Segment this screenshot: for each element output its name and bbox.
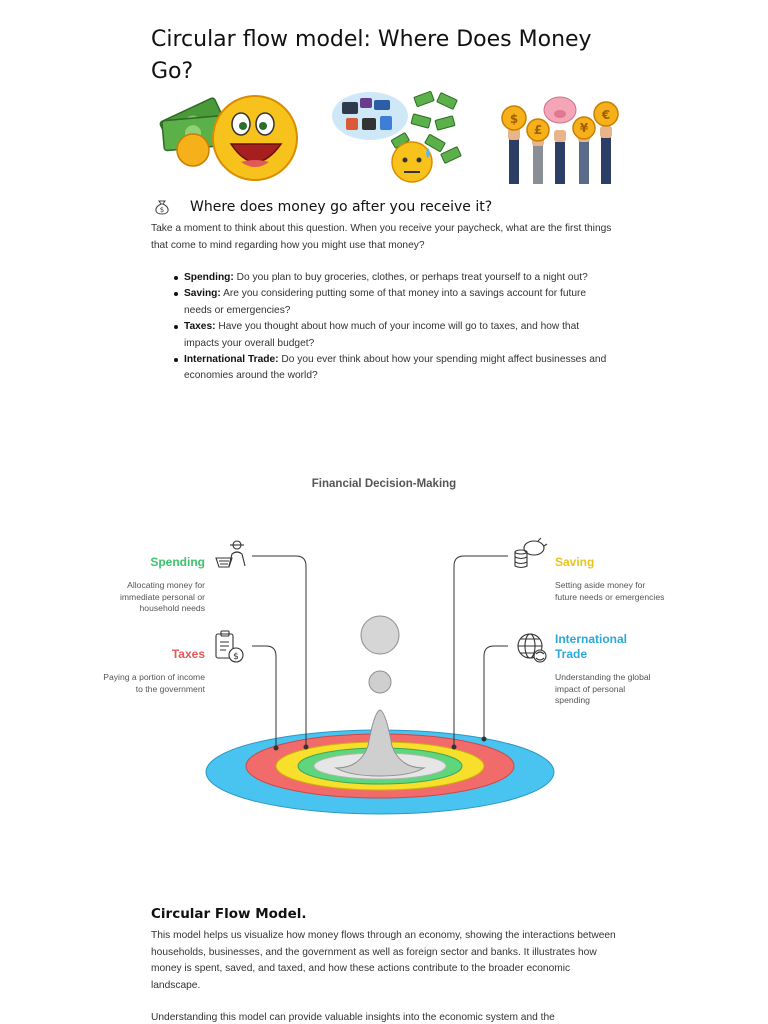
circular-flow-body-continued: Understanding this model can provide valuable insights into the economic system and the	[151, 1012, 555, 1023]
spending-label: Spending	[150, 555, 205, 569]
circular-flow-title: Circular Flow Model.	[151, 906, 307, 922]
svg-text:£: £	[533, 123, 543, 137]
drop-large	[361, 616, 399, 654]
saving-description: Setting aside money for future needs or emergencies	[555, 580, 665, 602]
list-item-text: Do you plan to buy groceries, clothes, or perhaps treat yourself to a night out?	[233, 272, 588, 283]
international-trade-label-line2: Trade	[555, 647, 588, 661]
connector-taxes	[252, 646, 276, 747]
globe-exchange-icon	[518, 634, 546, 662]
taxes-description: Paying a portion of income to the government	[103, 672, 205, 694]
international-trade-label-line1: International	[555, 632, 628, 646]
drop-small	[369, 671, 391, 693]
list-item-term: Spending:	[184, 272, 234, 283]
spending-description: Allocating money for immediate personal or household needs	[119, 580, 205, 613]
connector-trade	[484, 646, 508, 738]
international-trade-label	[555, 632, 665, 662]
financial-decision-diagram	[0, 500, 768, 840]
list-item	[174, 270, 614, 286]
intro-paragraph: Take a moment to think about this question. When you receive your paycheck, what are the first things that come to mind regarding how you might use that money?	[151, 223, 612, 251]
svg-text:$: $	[233, 652, 239, 662]
connector-saving	[454, 556, 508, 746]
list-item-text: Have you thought about how much of your income will go to taxes, and how that impacts your overall budget?	[184, 321, 580, 349]
taxes-label: Taxes	[171, 647, 205, 661]
list-item-text: Are you considering putting some of that money into a savings account for future needs or emergencies?	[184, 288, 587, 316]
list-item-term: International Trade:	[184, 354, 279, 366]
saving-label: Saving	[555, 555, 595, 569]
question-list	[174, 270, 614, 385]
page-title: Circular flow model: Where Does Money Go?	[151, 27, 592, 84]
international-trade-description: Understanding the global impact of personal spending	[555, 672, 651, 705]
list-item	[174, 286, 614, 319]
section-heading-text: Where does money go after you receive it?	[190, 199, 493, 215]
list-item-text: Do you ever think about how your spending might affect businesses and economies around the world?	[184, 354, 607, 382]
list-item-term: Taxes:	[184, 321, 216, 333]
piggy-bank-coins-icon	[515, 538, 547, 568]
money-bag-icon	[153, 198, 171, 216]
tax-document-icon	[216, 631, 243, 662]
illustration-row	[155, 88, 625, 188]
connector-spending	[252, 556, 306, 746]
svg-text:€: €	[601, 108, 611, 122]
thinking-spending-emoji-image	[330, 88, 470, 184]
shopping-basket-person-icon	[216, 541, 245, 567]
svg-text:$: $	[509, 112, 519, 126]
list-item	[174, 319, 614, 352]
svg-text:$: $	[159, 206, 165, 214]
section-heading	[151, 198, 621, 216]
diagram-title: Financial Decision-Making	[311, 478, 457, 490]
money-fan-emoji-image	[155, 88, 300, 184]
list-item	[174, 352, 614, 385]
circular-flow-body: This model helps us visualize how money flows through an economy, showing the interactions between households, businesses, and the government as well as foreign sector and banks. It illustrates how money is spent, saved, and taxed, and how these actions contribute to the broader economic landscape.	[151, 930, 616, 991]
hands-holding-coins-image	[495, 88, 625, 184]
svg-text:¥: ¥	[579, 121, 589, 135]
list-item-term: Saving:	[184, 288, 221, 300]
